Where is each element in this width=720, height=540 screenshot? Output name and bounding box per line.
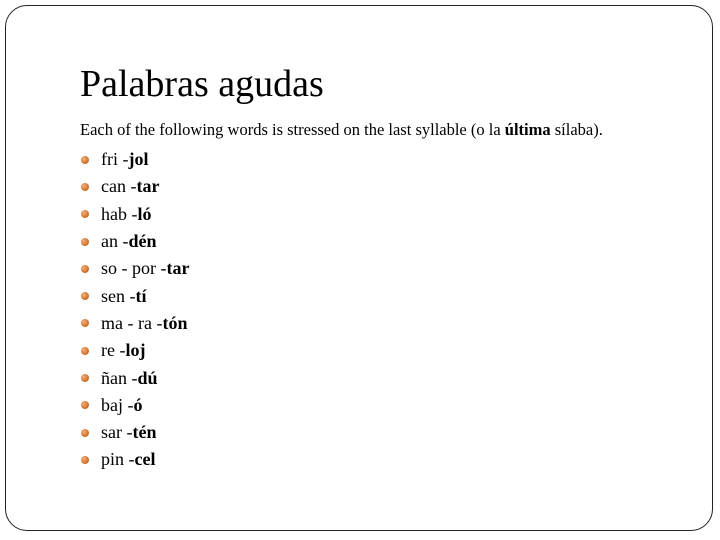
- bullet-icon: [81, 401, 89, 409]
- word-item: [80, 392, 189, 419]
- bullet-icon: [81, 265, 89, 273]
- word-item: [80, 255, 189, 282]
- bullet-icon: [81, 319, 89, 327]
- word-plain: pin -: [101, 449, 135, 470]
- word-plain: re -: [101, 340, 126, 361]
- word-item: [80, 446, 189, 473]
- word-stressed-syllable: dén: [128, 231, 157, 252]
- word-stressed-syllable: cel: [134, 449, 156, 470]
- word-plain: hab -: [101, 203, 138, 224]
- bullet-icon: [81, 456, 89, 464]
- word-stressed-syllable: tar: [136, 176, 160, 197]
- word-stressed-syllable: tar: [166, 258, 190, 279]
- bullet-icon: [81, 292, 89, 300]
- bullet-icon: [81, 183, 89, 191]
- bullet-icon: [81, 347, 89, 355]
- word-plain: sen -: [101, 285, 136, 306]
- bullet-icon: [81, 156, 89, 164]
- word-stressed-syllable: tón: [162, 312, 188, 333]
- word-plain: fri -: [101, 149, 129, 170]
- intro-text-before: Each of the following words is stressed on the last syllable (o la: [80, 120, 505, 139]
- slide-frame: [5, 5, 713, 531]
- word-plain: an -: [101, 231, 129, 252]
- slide-title: Palabras agudas: [80, 63, 324, 105]
- word-stressed-syllable: tí: [135, 285, 147, 306]
- word-stressed-syllable: dú: [137, 367, 158, 388]
- word-item: [80, 228, 189, 255]
- word-plain: so - por -: [101, 258, 167, 279]
- word-list: [80, 146, 189, 474]
- bullet-icon: [81, 374, 89, 382]
- intro-text: [80, 120, 603, 140]
- word-plain: ma - ra -: [101, 312, 163, 333]
- bullet-icon: [81, 210, 89, 218]
- bullet-icon: [81, 429, 89, 437]
- word-item: [80, 146, 189, 173]
- word-stressed-syllable: ló: [137, 203, 152, 224]
- word-item: [80, 364, 189, 391]
- intro-text-bold: última: [504, 120, 551, 139]
- word-item: [80, 419, 189, 446]
- word-stressed-syllable: ó: [133, 394, 143, 415]
- word-item: [80, 173, 189, 200]
- word-stressed-syllable: tén: [132, 422, 157, 443]
- word-plain: sar -: [101, 422, 133, 443]
- word-stressed-syllable: loj: [125, 340, 146, 361]
- word-item: [80, 337, 189, 364]
- word-plain: ñan -: [101, 367, 138, 388]
- word-plain: can -: [101, 176, 137, 197]
- word-item: [80, 282, 189, 309]
- word-item: [80, 310, 189, 337]
- intro-text-after: sílaba).: [550, 120, 603, 139]
- bullet-icon: [81, 238, 89, 246]
- word-item: [80, 201, 189, 228]
- word-plain: baj -: [101, 394, 134, 415]
- word-stressed-syllable: jol: [128, 149, 149, 170]
